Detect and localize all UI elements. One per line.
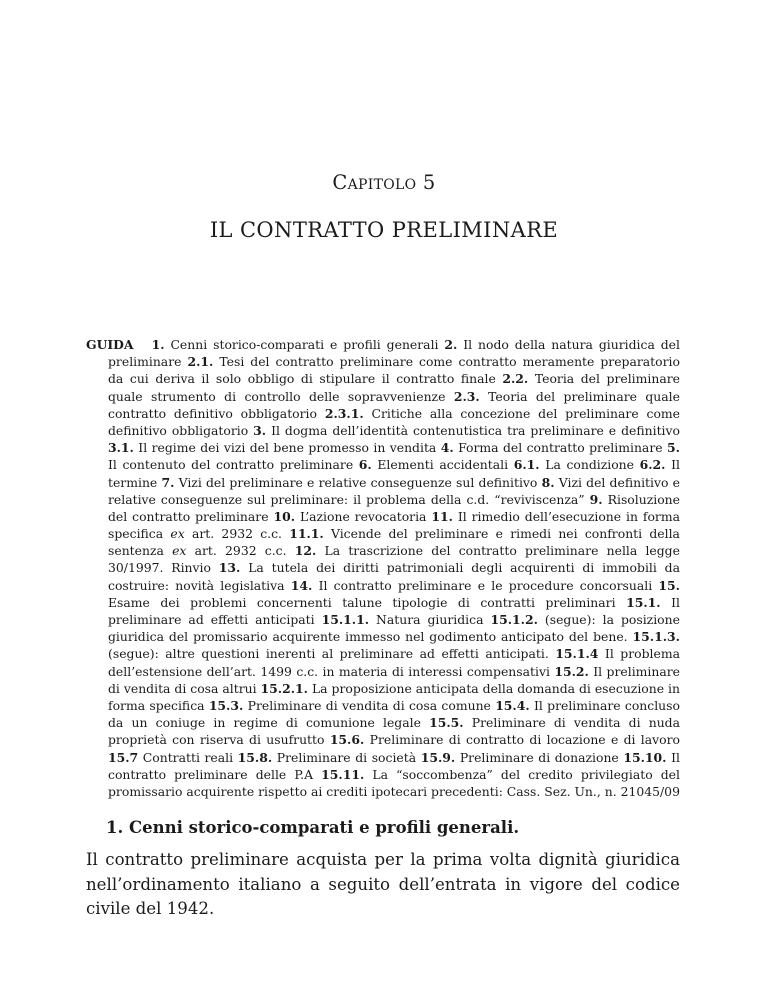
guida-entry-text: Il preliminare ad effetti anticipati <box>108 594 680 627</box>
guida-entry-text: Il contenuto del contratto preliminare <box>108 457 354 473</box>
guida-entry-number: 15.8. <box>237 749 273 765</box>
guida-entry <box>441 440 663 455</box>
guida-entry-number: 15.4. <box>495 697 530 713</box>
guida-entry-text: Vizi del preliminare e relative conseguenze sul definitivo <box>178 474 538 490</box>
guida-entry <box>161 475 537 490</box>
guida-entry <box>209 698 491 713</box>
guida-entry-number: 12. <box>294 543 317 559</box>
guida-entry-number: 15.6. <box>329 732 365 748</box>
guida-entry-text: Preliminare di donazione <box>459 749 619 765</box>
guida-entry-text: La trascrizione del contratto preliminare nella legge 30/1997. Rinvio <box>108 543 680 576</box>
guida-entry-text: Preliminare di vendita di cosa comune <box>247 697 491 713</box>
guida-entry <box>152 337 439 352</box>
guida-entry-number: 15.7 <box>108 749 139 765</box>
guida-entry <box>421 750 619 765</box>
guida-entry-number: 2.2. <box>502 371 529 387</box>
guida-entry-number: 15.2.1. <box>260 680 308 696</box>
guida-entry-number: 15.1.4 <box>555 646 599 662</box>
guida-entry-text: La “soccombenza” del credito privilegiato del promissario acquirente rispetto ai crediti ipotecari precedenti: Cass. Sez. Un., n. 21045/09 <box>108 766 680 799</box>
guida-entry <box>322 612 484 627</box>
guida-entry-text: Tesi del contratto preliminare come contratto meramente preparatorio da cui deriva il solo obbligo di stipulare il contratto finale <box>108 354 680 387</box>
guida-entry-number: 15. <box>658 577 680 593</box>
guida-entry-text: Forma del contratto preliminare <box>458 440 663 456</box>
guida-entry-text: Il nodo della natura giuridica del preliminare <box>108 337 680 370</box>
guida-entry-text: Il dogma dell’identità contenutistica tra preliminare e definitivo <box>271 422 680 438</box>
guida-entry-text: La proposizione anticipata della domanda di esecuzione in forma specifica <box>108 680 680 713</box>
guida-entry-number: 13. <box>218 560 241 576</box>
guida-entry-number: 8. <box>541 474 555 490</box>
chapter-title: IL CONTRATTO PRELIMINARE <box>209 218 559 243</box>
guida-entry-number: 2.3.1. <box>324 405 364 421</box>
guida-entry-number: 15.3. <box>208 697 244 713</box>
guida-entry-text: Teoria del preliminare quale contratto definitivo obbligatorio <box>108 388 680 421</box>
guida-entry-text: Il contratto preliminare e le procedure concorsuali <box>318 577 653 593</box>
guida-entry-number: 11.1. <box>289 526 324 542</box>
guida-entry-text: Preliminare di contratto di locazione e di lavoro <box>369 732 680 748</box>
guida-entry-number: 10. <box>273 508 296 524</box>
guida-entry-text: Teoria del preliminare quale strumento di controllo delle sopravvenienze <box>108 371 680 404</box>
guida-entry <box>108 440 436 455</box>
guida-entry-text: Contratti reali <box>142 749 234 765</box>
guida-entry-number: 3.1. <box>108 440 134 456</box>
guida-entry-suffix: art. 2932 c.c. <box>191 526 282 542</box>
guida-entry <box>359 457 508 472</box>
guida-entry-text: Il problema dell’estensione dell’art. 1499 c.c. in materia di interessi compensativi <box>108 646 680 679</box>
guida-entry <box>108 750 233 765</box>
guida-entry-number: 15.9. <box>420 749 456 765</box>
guida-entry-text: Risoluzione del contratto preliminare <box>108 491 680 524</box>
guida-entry-number: 6.1. <box>513 457 540 473</box>
chapter-label: Capitolo 5 <box>332 171 436 194</box>
guida-entry-number: 6.2. <box>639 457 666 473</box>
guida-entry <box>291 578 652 593</box>
guida-entry-number: 2.3. <box>453 388 480 404</box>
guida-entry-text: Il rimedio dell’esecuzione in forma specifica <box>108 508 680 542</box>
guida-entry-number: 15.1.1. <box>321 612 370 627</box>
guida-entry <box>514 457 634 472</box>
guida-entry-text: Preliminare di vendita di nuda proprietà con riserva di usufrutto <box>108 715 680 748</box>
guida-entry-number: 5. <box>667 440 680 456</box>
guida-entry-number: 14. <box>290 577 313 593</box>
guida-summary <box>86 336 680 800</box>
guida-entry-text: Il preliminare concluso da un coniuge in regime di comunione legale <box>108 697 680 731</box>
guida-entry <box>273 509 426 524</box>
guida-entry-number: 3. <box>253 422 267 438</box>
guida-entry-number: 15.2. <box>554 663 589 679</box>
guida-entry-number: 15.1.2. <box>490 612 538 627</box>
guida-entry-number: 7. <box>161 474 175 490</box>
section-paragraph: Il contratto preliminare acquista per la prima volta dignità giuridica nell’ordinamento italiano a seguito dell’entrata in vigore del codice civile del 1942. <box>86 850 680 919</box>
guida-entry-number: 2. <box>444 337 458 352</box>
guida-entry-number: 9. <box>589 491 603 507</box>
guida-entry <box>253 423 680 438</box>
guida-entry-text: Cenni storico-comparati e profili generali <box>170 337 439 352</box>
guida-entry-number: 15.10. <box>623 749 667 765</box>
guida-entry-suffix: art. 2932 c.c. <box>194 543 287 559</box>
guida-entry-text: Il regime dei vizi del bene promesso in vendita <box>138 440 437 456</box>
guida-entry-text: Vicende del preliminare e rimedi nei confronti della sentenza <box>108 526 680 559</box>
guida-entry-text: La condizione <box>545 457 634 473</box>
guida-entry-text: (segue): la posizione giuridica del promissario acquirente immesso nel godimento anticipato del bene. <box>108 612 680 645</box>
guida-entry-number: 15.1. <box>626 594 661 610</box>
guida-entry-number: 11. <box>431 508 453 524</box>
guida-entry-text: Vizi del definitivo e relative conseguenze sul preliminare: il problema della c.d. “reviviscenza” <box>108 474 680 507</box>
guida-entry-text: Il contratto preliminare delle P.A <box>108 749 680 782</box>
guida-entry-text: Il preliminare di vendita di cosa altrui <box>108 663 680 696</box>
guida-entry-text: Critiche alla concezione del preliminare come definitivo obbligatorio <box>108 405 680 438</box>
guida-entry <box>330 732 680 747</box>
guida-entry-number: 15.11. <box>321 766 365 782</box>
guida-entry-number: 2.1. <box>187 354 214 370</box>
guida-entry-text: L’azione revocatoria <box>299 508 427 524</box>
guida-entry-text: (segue): altre questioni inerenti al preliminare ad effetti anticipati. <box>108 646 549 662</box>
guida-entry-text: La tutela dei diritti patrimoniali degli acquirenti di immobili da costruire: novità legislativa <box>108 560 680 593</box>
guida-entry-number: 1. <box>151 337 165 352</box>
guida-entry-text: Natura giuridica <box>376 612 484 627</box>
guida-label: GUIDA <box>86 337 134 352</box>
guida-entry-italic: ex <box>172 543 187 559</box>
section-heading: 1. Cenni storico-comparati e profili generali. <box>106 818 520 837</box>
guida-entry-text: Esame dei problemi concernenti talune tipologie di contratti preliminari <box>108 594 616 610</box>
guida-entry-number: 15.5. <box>429 715 464 731</box>
guida-entry-text: Preliminare di società <box>276 749 417 765</box>
guida-entry-italic: ex <box>170 526 185 542</box>
guida-entry-number: 15.1.3. <box>632 629 680 645</box>
guida-entry <box>238 750 416 765</box>
guida-entry-number: 6. <box>358 457 372 473</box>
guida-entry-text: Elementi accidentali <box>377 457 509 473</box>
guida-entry-text: Il termine <box>108 457 680 490</box>
guida-entry-number: 4. <box>440 440 454 456</box>
